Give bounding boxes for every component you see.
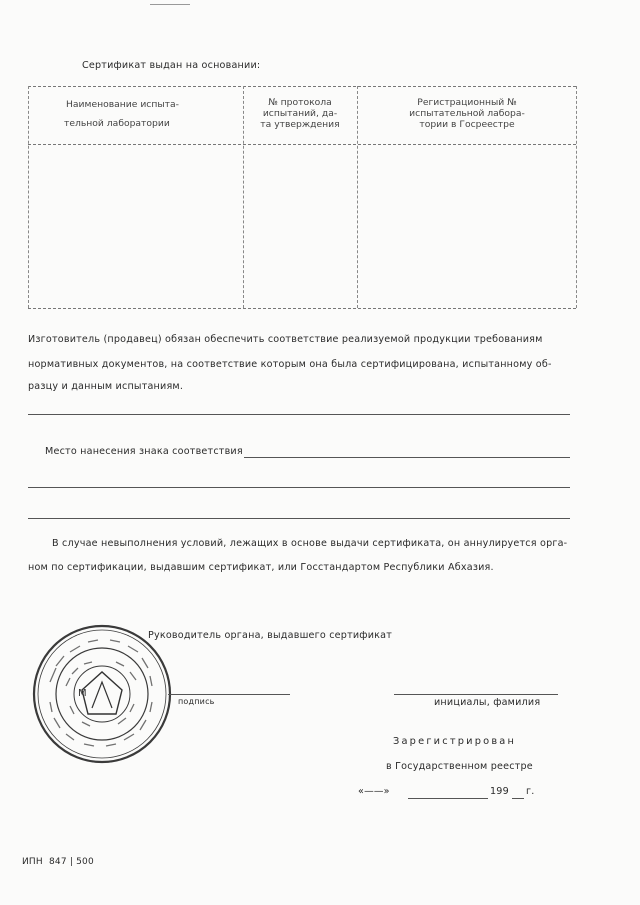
- signature-label: подпись: [178, 697, 215, 706]
- header-line: Регистрационный №: [417, 97, 517, 108]
- obligation-line: Изготовитель (продавец) обязан обеспечить соответствие реализуемой продукции требованиям: [28, 334, 543, 345]
- registered-label: Зарегистрирован: [393, 736, 517, 747]
- state-register-label: в Государственном реестре: [386, 761, 533, 772]
- initials-label: инициалы, фамилия: [434, 697, 541, 708]
- header-line: № протокола: [268, 97, 332, 108]
- annul-line: ном по сертификации, выдавшим сертификат, или Госстандартом Республики Абхазия.: [28, 562, 494, 573]
- header-line: тории в Госреестре: [419, 119, 515, 130]
- svg-text:M: M: [78, 688, 87, 699]
- header-line: Наименование испыта-: [66, 99, 179, 110]
- year-digit-line: [512, 798, 524, 799]
- table-left-border: [28, 86, 29, 308]
- table-col-divider: [357, 86, 358, 308]
- year-prefix: 199: [490, 786, 509, 797]
- date-month-line: [408, 798, 488, 799]
- mark-place-field-line: [244, 457, 570, 458]
- table-col-divider: [243, 86, 244, 308]
- table-header-border: [28, 144, 576, 145]
- head-label: Руководитель органа, выдавшего сертификат: [148, 630, 393, 641]
- table-top-border: [28, 86, 576, 87]
- header-line: испытательной лабора-: [409, 108, 525, 119]
- mark-place-label: Место нанесения знака соответствия: [45, 446, 243, 457]
- table-header-cell: [362, 97, 572, 130]
- obligation-line: разцу и данным испытаниям.: [28, 381, 184, 392]
- scan-mark: [150, 4, 190, 5]
- round-stamp: [30, 622, 174, 766]
- header-line: испытаний, да-: [262, 108, 338, 119]
- basis-title: Сертификат выдан на основании:: [82, 60, 261, 71]
- table-right-border: [576, 86, 577, 308]
- blank-line: [28, 487, 570, 488]
- table-header-cell: [44, 99, 234, 129]
- date-day-field: «——»: [358, 786, 390, 797]
- table-bottom-border: [28, 308, 576, 309]
- footer-code: ИПН 847 | 500: [22, 857, 94, 867]
- blank-line: [28, 414, 570, 415]
- year-suffix: г.: [526, 786, 535, 797]
- annul-line: В случае невыполнения условий, лежащих в основе выдачи сертификата, он аннулируется орга-: [52, 538, 568, 549]
- blank-line: [28, 518, 570, 519]
- header-line: та утверждения: [260, 119, 340, 130]
- obligation-line: нормативных документов, на соответствие которым она была сертифицирована, испытанному об-: [28, 359, 552, 370]
- initials-line: [394, 694, 558, 695]
- header-line: тельной лаборатории: [64, 118, 170, 129]
- signature-line: [168, 694, 290, 695]
- table-header-cell: [246, 97, 354, 130]
